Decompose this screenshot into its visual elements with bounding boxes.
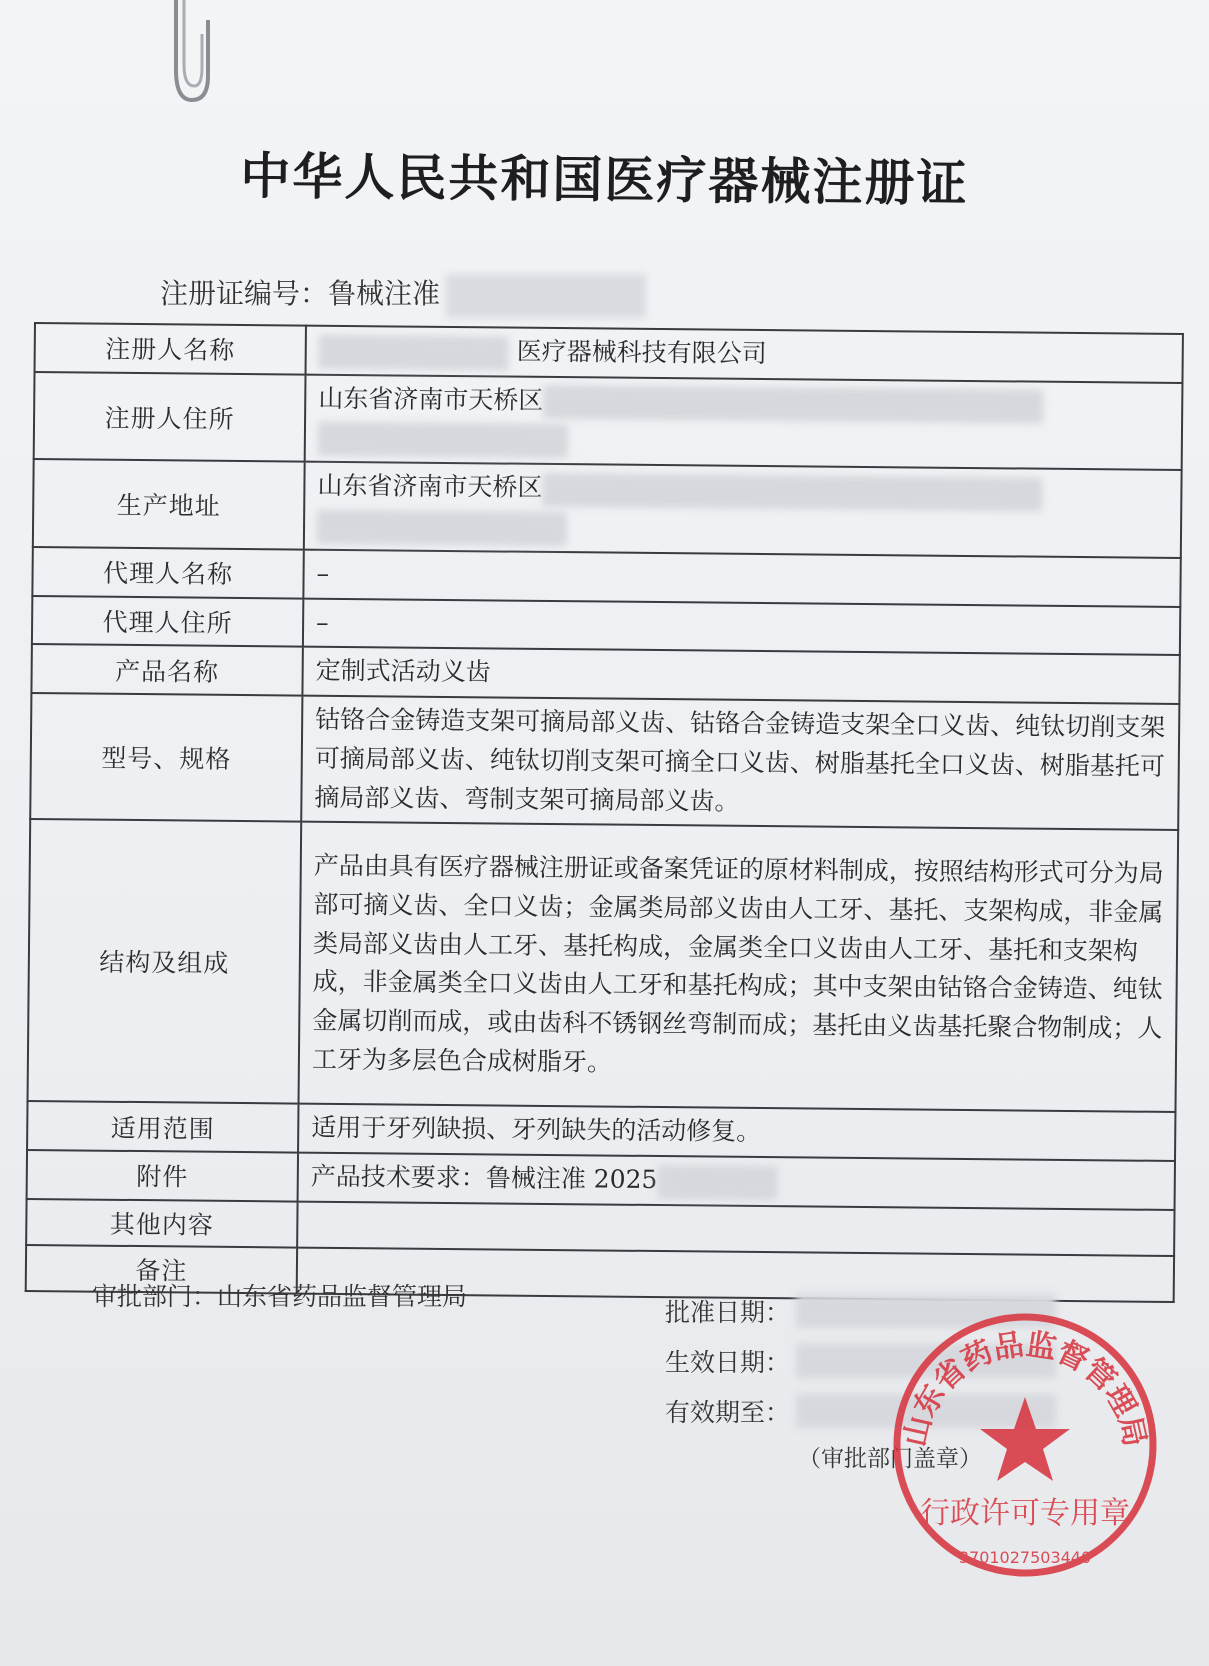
certificate-table (25, 322, 1184, 1303)
seal-center-text: 行政许可专用章 (920, 1496, 1130, 1531)
row-value-attachment (298, 1153, 1175, 1210)
seal-note: （审批部门盖章） (798, 1446, 982, 1472)
effective-date-label: 生效日期： (665, 1348, 791, 1377)
row-value-agent-name: – (303, 549, 1180, 606)
row-value-registrant-address (305, 374, 1183, 470)
redacted-registration-number (446, 274, 646, 318)
seal-number: 3701027503440 (958, 1548, 1092, 1567)
registration-number-prefix: 鲁械注准 (328, 277, 441, 310)
row-label-other: 其他内容 (26, 1199, 297, 1248)
approved-date-label: 批准日期： (665, 1298, 791, 1327)
row-value-scope: 适用于牙列缺损、牙列缺失的活动修复。 (298, 1104, 1175, 1161)
attachment-text: 产品技术要求：鲁械注准 2025 (310, 1161, 658, 1195)
production-address-text: 山东省济南市天桥区 (317, 470, 543, 503)
redacted-address (318, 422, 568, 458)
paperclip-icon (168, 0, 218, 108)
approval-department: 审批部门：山东省药品监督管理局 (92, 1282, 468, 1311)
row-value-registrant-name (306, 326, 1183, 383)
redacted-attachment-number (657, 1165, 777, 1200)
table-row (28, 819, 1179, 1112)
table-row (30, 693, 1179, 830)
row-label-agent-address: 代理人住所 (32, 595, 303, 646)
row-value-other (297, 1201, 1174, 1255)
redacted-address (317, 509, 567, 545)
row-value-structure: 产品由具有医疗器械注册证或备案凭证的原材料制成，按照结构形式可分为局部可摘义齿、全口义齿；金属类局部义齿由人工牙、基托、支架构成，非金属类局部义齿由人工牙、基托构成，金属类全口义齿由人工牙、基托和支架构成，非金属类全口义齿由人工牙和基托构成；其中支架由钴铬合金铸造、纯钛金属切削而成，或由齿科不锈钢丝弯制而成；基托由义齿基托聚合物制成；人工牙为多层色合成树脂牙。 (299, 822, 1179, 1112)
valid-until-label: 有效期至： (665, 1398, 791, 1427)
registration-number (160, 272, 646, 318)
registration-number-label: 注册证编号： (160, 277, 329, 310)
row-label-registrant-address: 注册人住所 (34, 372, 306, 462)
registrant-address-text: 山东省济南市天桥区 (318, 383, 544, 415)
redacted-address (542, 473, 1042, 512)
redacted-address (543, 385, 1043, 424)
row-label-product-name: 产品名称 (31, 644, 302, 695)
registrant-name-text: 医疗器械科技有限公司 (516, 336, 767, 369)
row-value-model-spec: 钴铬合金铸造支架可摘局部义齿、钴铬合金铸造支架全口义齿、纯钛切削支架可摘局部义齿、纯钛切削支架可摘全口义齿、树脂基托全口义齿、树脂基托可摘局部义齿、弯制支架可摘局部义齿。 (301, 696, 1179, 831)
row-value-agent-address: – (303, 598, 1180, 655)
row-label-scope: 适用范围 (27, 1101, 298, 1152)
row-label-attachment: 附件 (27, 1150, 298, 1201)
table-row (34, 372, 1183, 471)
seal-top-text: 山东省药品监督管理局 (897, 1327, 1153, 1450)
redacted-company-name (319, 334, 509, 370)
document-title: 中华人民共和国医疗器械注册证 (240, 146, 969, 213)
row-value-production-address (304, 462, 1182, 558)
official-seal-icon (885, 1305, 1165, 1585)
row-label-registrant-name: 注册人名称 (35, 323, 306, 374)
row-label-production-address: 生产地址 (33, 459, 305, 549)
row-label-remarks: 备注 (26, 1245, 297, 1294)
row-value-product-name: 定制式活动义齿 (302, 647, 1179, 704)
row-label-agent-name: 代理人名称 (32, 547, 303, 598)
table-row (33, 459, 1182, 558)
row-label-structure: 结构及组成 (28, 819, 302, 1104)
row-label-model-spec: 型号、规格 (30, 693, 302, 822)
